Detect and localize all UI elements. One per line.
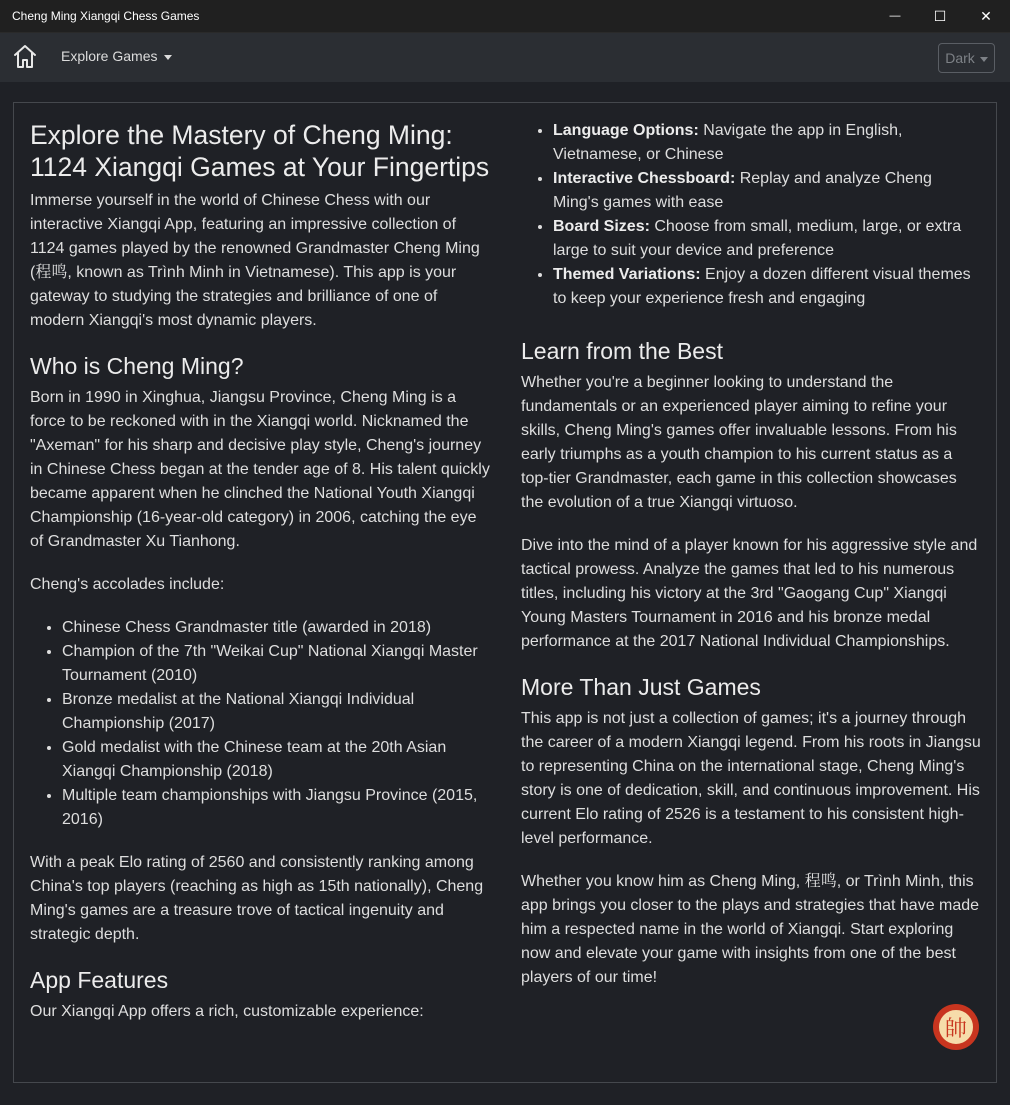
explore-games-label: Explore Games bbox=[61, 48, 158, 64]
features-list bbox=[521, 119, 981, 311]
list-item: • Champion of the 7th "Weikai Cup" National Xiangqi Master Tournament (2010) bbox=[62, 640, 490, 688]
piece-glyph: 帥 bbox=[944, 1016, 967, 1042]
feature-text: Enjoy a dozen different visual themes to keep your experience fresh and engaging bbox=[553, 266, 971, 307]
learn-paragraph-1: Whether you're a beginner looking to understand the fundamentals or an experienced player aiming to refine your skills, Cheng Ming's games offer invaluable lessons. From his early triumphs as a youth champion to his current status as a top-tier Grandmaster, each game in this collection showcases the evolution of a true Xiangqi virtuoso. bbox=[521, 374, 957, 511]
who-heading: Who is Cheng Ming? bbox=[30, 353, 244, 379]
list-item bbox=[553, 167, 981, 215]
feature-label: Interactive Chessboard: bbox=[553, 170, 736, 187]
features-intro: Our Xiangqi App offers a rich, customizable experience: bbox=[30, 1003, 424, 1020]
general-piece-icon bbox=[937, 1008, 975, 1046]
minimize-button[interactable] bbox=[872, 0, 918, 32]
elo-paragraph: With a peak Elo rating of 2560 and consistently ranking among China's top players (reaching as high as 15th nationally), Cheng Ming's games are a treasure trove of tactical ingenuity and strategic depth. bbox=[30, 854, 484, 943]
feature-text: Replay and analyze Cheng Ming's games with ease bbox=[553, 170, 932, 211]
accolades-list bbox=[30, 616, 490, 832]
list-item bbox=[553, 215, 981, 263]
close-icon: ✕ bbox=[980, 7, 992, 24]
list-item bbox=[553, 263, 981, 311]
close-button[interactable] bbox=[963, 0, 1009, 32]
home-icon bbox=[12, 43, 38, 71]
who-paragraph: Born in 1990 in Xinghua, Jiangsu Province, Cheng Ming is a force to be reckoned with in the Xiangqi world. Nicknamed the "Axeman" for his sharp and decisive play style, Cheng's journey in Chinese Chess began at the tender age of 8. His talent quickly became apparent when he clinched the National Youth Xiangqi Championship (16-year-old category) in 2006, catching the eye of Grandmaster Xu Tianhong. bbox=[30, 389, 490, 550]
list-item: • Chinese Chess Grandmaster title (awarded in 2018) bbox=[62, 616, 490, 640]
list-item: • Bronze medalist at the National Xiangqi Individual Championship (2017) bbox=[62, 688, 490, 736]
theme-label: Dark bbox=[945, 50, 975, 66]
navbar bbox=[0, 33, 1010, 82]
more-paragraph-2: Whether you know him as Cheng Ming, 程鸣, or Trình Minh, this app brings you closer to the plays and strategies that have made him a respected name in the world of Xiangqi. Start exploring now and elevate your game with insights from one of the best players of our time! bbox=[521, 873, 980, 986]
caret-down-icon bbox=[980, 57, 988, 62]
more-paragraph-1: This app is not just a collection of games; it's a journey through the career of a modern Xiangqi legend. From his roots in Jiangsu to representing China on the international stage, Cheng Ming's story is one of dedication, skill, and continuous improvement. His current Elo rating of 2526 is a testament to his consistent high-level performance. bbox=[521, 710, 981, 847]
window-title: Cheng Ming Xiangqi Chess Games bbox=[12, 9, 200, 23]
window-titlebar bbox=[0, 0, 1010, 33]
feature-text: Choose from small, medium, large, or extra large to suit your device and preference bbox=[553, 218, 962, 259]
right-column bbox=[521, 103, 981, 1009]
content-panel bbox=[13, 102, 997, 1083]
feature-label: Language Options: bbox=[553, 122, 699, 139]
maximize-icon: ☐ bbox=[933, 7, 947, 24]
list-item bbox=[553, 119, 981, 167]
list-item: • Multiple team championships with Jiangsu Province (2015, 2016) bbox=[62, 784, 490, 832]
page-title: Explore the Mastery of Cheng Ming: 1124 Xiangqi Games at Your Fingertips bbox=[30, 120, 490, 182]
explore-games-dropdown[interactable] bbox=[61, 48, 172, 64]
list-item: • Gold medalist with the Chinese team at the 20th Asian Xiangqi Championship (2018) bbox=[62, 736, 490, 784]
feature-text: Navigate the app in English, Vietnamese, or Chinese bbox=[553, 122, 903, 163]
accolades-intro: Cheng's accolades include: bbox=[30, 576, 225, 593]
features-heading: App Features bbox=[30, 967, 169, 993]
home-button[interactable] bbox=[12, 43, 38, 71]
intro-paragraph: Immerse yourself in the world of Chinese Chess with our interactive Xiangqi App, featuring an impressive collection of 1124 games played by the renowned Grandmaster Cheng Ming (程鸣, known as Trình Minh in Vietnamese). This app is your gateway to studying the strategies and brilliance of one of modern Xiangqi's most dynamic players. bbox=[30, 192, 480, 329]
theme-dropdown[interactable] bbox=[938, 43, 995, 73]
feature-label: Themed Variations: bbox=[553, 266, 701, 283]
caret-down-icon bbox=[164, 55, 172, 60]
xiangqi-piece-button[interactable] bbox=[933, 1004, 979, 1050]
learn-paragraph-2: Dive into the mind of a player known for his aggressive style and tactical prowess. Analyze the games that led to his numerous titles, including his victory at the 3rd "Gaogang Cup" Xiangqi Young Masters Tournament in 2016 and his bronze medal performance at the 2017 National Individual Championships. bbox=[521, 537, 978, 650]
minimize-icon: — bbox=[889, 10, 901, 22]
feature-label: Board Sizes: bbox=[553, 218, 650, 235]
learn-heading: Learn from the Best bbox=[521, 338, 723, 364]
left-column bbox=[30, 103, 490, 1043]
maximize-button[interactable] bbox=[917, 0, 963, 32]
more-heading: More Than Just Games bbox=[521, 674, 761, 700]
